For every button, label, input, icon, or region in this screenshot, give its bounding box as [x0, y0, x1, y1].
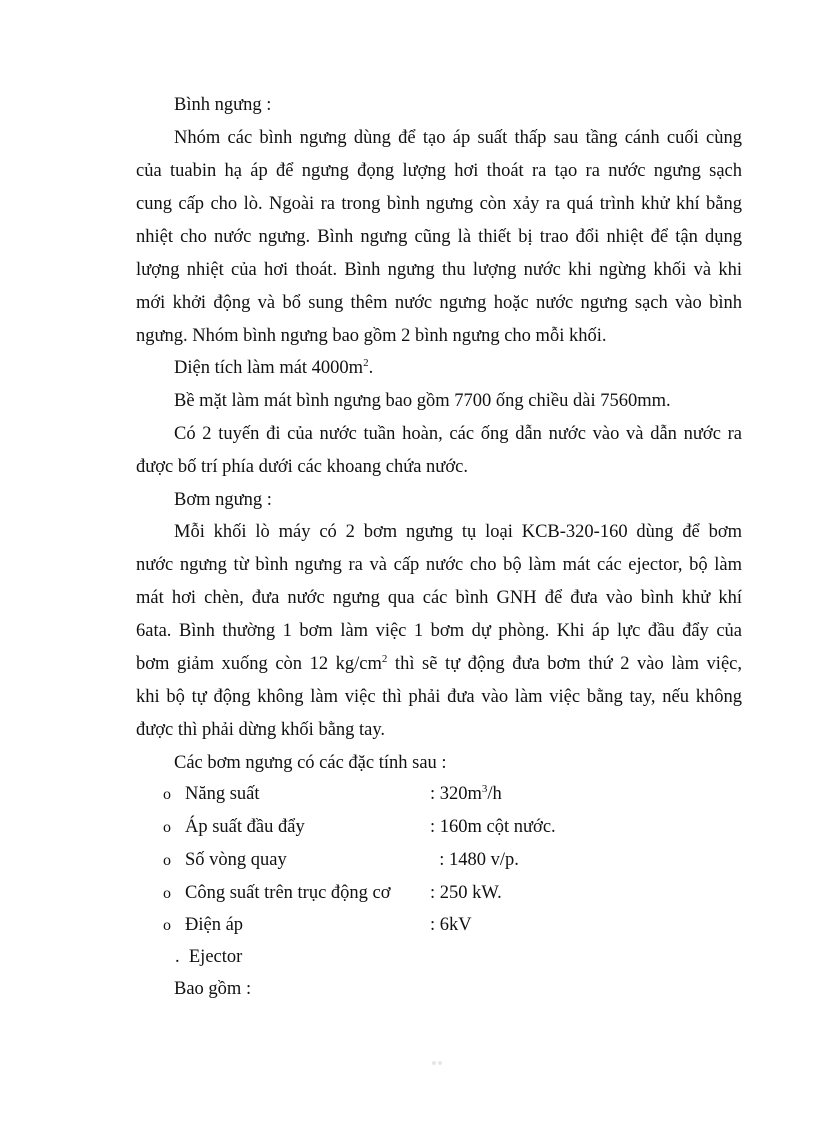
spec-value-number: : 320m	[430, 784, 482, 804]
bullet-icon: o	[163, 917, 171, 934]
spec-value: : 6kV	[430, 915, 472, 935]
ejector-heading: . Ejector	[175, 947, 243, 967]
pump-paragraph-line: Mỗi khối lò máy có 2 bơm ngưng tụ loại KCB-320-160 dùng để bơm	[174, 522, 742, 542]
circulation-line: Có 2 tuyến đi của nước tuần hoàn, các ống dẫn nước vào và dẫn nước ra	[174, 424, 742, 444]
pump-heading: Bơm ngưng :	[174, 490, 272, 510]
condenser-paragraph-line: cung cấp cho lò. Ngoài ra trong bình ngưng còn xảy ra quá trình khử khí bằng	[136, 194, 742, 214]
spec-name: Số vòng quay	[185, 850, 287, 870]
circulation-line: được bố trí phía dưới các khoang chứa nước.	[136, 457, 468, 477]
spec-name: Áp suất đầu đẩy	[185, 817, 305, 837]
spec-name: Công suất trên trục động cơ	[185, 883, 391, 903]
condenser-paragraph-line: lượng nhiệt của hơi thoát. Bình ngưng thu lượng nước khi ngừng khối và khi	[136, 260, 742, 280]
ejector-subheading: Bao gồm :	[174, 979, 252, 999]
condenser-paragraph-line: ngưng. Nhóm bình ngưng bao gồm 2 bình ngưng cho mỗi khối.	[136, 326, 607, 346]
spec-name: Năng suất	[185, 784, 260, 804]
condenser-heading: Bình ngưng :	[174, 95, 272, 115]
pump-paragraph-line: mát hơi chèn, đưa nước ngưng qua các bình GNH để đưa vào bình khử khí	[136, 588, 742, 608]
superscript: 2	[363, 356, 369, 369]
specs-intro: Các bơm ngưng có các đặc tính sau :	[174, 753, 447, 773]
decorative-mark-icon	[428, 1058, 448, 1068]
spec-value: : 1480 v/p.	[430, 850, 519, 870]
spec-name: Điện áp	[185, 915, 244, 935]
pump-paragraph-line: khi bộ tự động không làm việc thì phải đưa vào làm việc bằng tay, nếu không	[136, 687, 742, 707]
superscript: 3	[481, 782, 488, 795]
condenser-paragraph-line: mới khởi động và bổ sung thêm nước ngưng hoặc nước ngưng sạch vào bình	[136, 293, 742, 313]
bullet-icon: o	[163, 852, 171, 869]
pump-paragraph-line: 6ata. Bình thường 1 bơm làm việc 1 bơm dự phòng. Khi áp lực đầu đẩy của	[136, 621, 742, 641]
superscript: 2	[381, 652, 388, 665]
bullet-icon: o	[163, 885, 171, 902]
pump-paragraph-line: được thì phải dừng khối bằng tay.	[136, 720, 386, 740]
cooling-surface-text: Bề mặt làm mát bình ngưng bao gồm 7700 ống chiều dài 7560mm.	[174, 391, 671, 411]
condenser-paragraph-line: của tuabin hạ áp để ngưng đọng lượng hơi thoát ra tạo ra nước ngưng sạch	[136, 161, 742, 181]
cooling-area-text	[174, 356, 373, 380]
faint-footer-mark	[428, 1058, 448, 1068]
condenser-paragraph-line: Nhóm các bình ngưng dùng để tạo áp suất thấp sau tầng cánh cuối cùng	[174, 128, 742, 148]
pump-paragraph-line	[136, 652, 742, 676]
pump-paragraph-line: nước ngưng từ bình ngưng ra và cấp nước cho bộ làm mát các ejector, bộ làm	[136, 555, 742, 575]
spec-value: : 250 kW.	[430, 883, 502, 903]
bullet-icon: o	[163, 819, 171, 836]
spec-value	[430, 782, 502, 806]
bullet-icon: o	[163, 786, 171, 803]
pump-pressure-text-end: thì sẽ tự động đưa bơm thứ 2 vào làm việc,	[387, 654, 742, 674]
spec-value-unit: /h	[487, 784, 502, 804]
period: .	[368, 358, 374, 378]
spec-value: : 160m cột nước.	[430, 817, 556, 837]
condenser-paragraph-line: nhiệt cho nước ngưng. Bình ngưng cũng là thiết bị trao đổi nhiệt để tận dụng	[136, 227, 742, 247]
pump-pressure-text: bơm giảm xuống còn 12 kg/cm	[136, 654, 382, 674]
cooling-area-label: Diện tích làm mát 4000m	[174, 358, 364, 378]
